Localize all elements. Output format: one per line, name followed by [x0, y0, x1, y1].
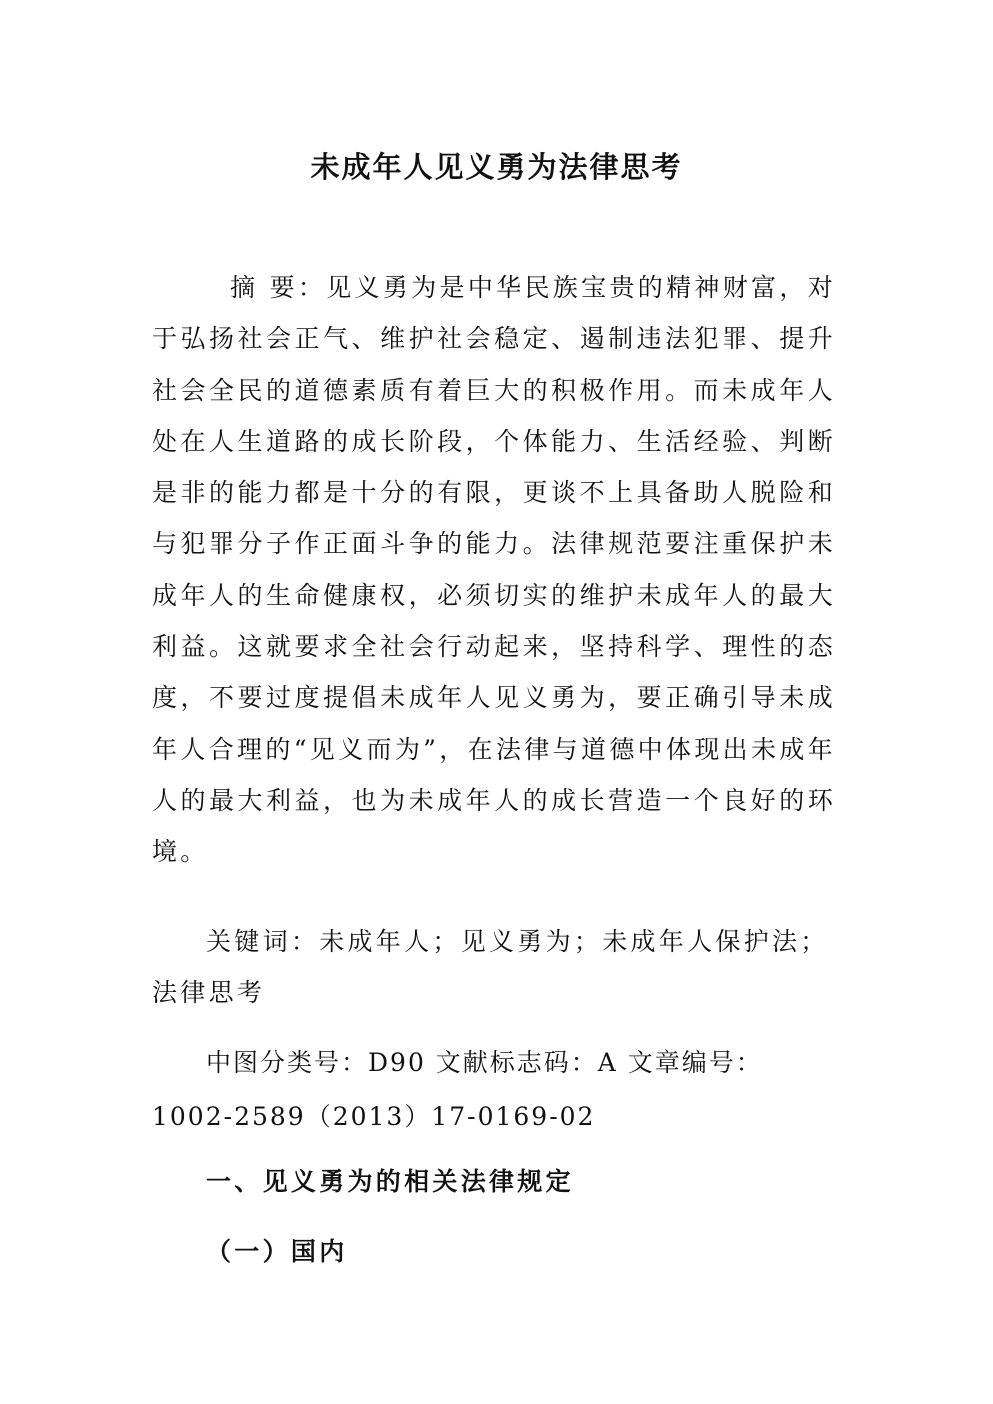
abstract-paragraph: [152, 262, 836, 878]
subsection-heading: （一）国内: [206, 1237, 348, 1266]
abstract-label: 摘 要：: [230, 273, 327, 302]
document-title: 未成年人见义勇为法律思考: [310, 150, 683, 185]
keywords-text: 未成年人；见义勇为；未成年人保护法；法律思考: [152, 927, 829, 1008]
keywords-label: 关键词：: [206, 927, 320, 956]
section-heading: 一、见义勇为的相关法律规定: [206, 1167, 574, 1196]
keywords-paragraph: [152, 916, 836, 1019]
abstract-text: 见义勇为是中华民族宝贵的精神财富，对于弘扬社会正气、维护社会稳定、遏制违法犯罪、提升社会全民的道德素质有着巨大的积极作用。而未成年人处在人生道路的成长阶段，个体能力、生活经验、判断是非的能力都是十分的有限，更谈不上具备助人脱险和与犯罪分子作正面斗争的能力。法律规范要注重保护未成年人的生命健康权，必须切实的维护未成年人的最大利益。这就要求全社会行动起来，坚持科学、理性的态度，不要过度提倡未成年人见义勇为，要正确引导未成年人合理的“见义而为”，在法律与道德中体现出未成年人的最大利益，也为未成年人的成长营造一个良好的环境。: [152, 273, 836, 867]
classification-info: 中图分类号：D90 文献标志码：A 文章编号：1002-2589（2013）17-0169-02: [152, 1048, 763, 1131]
